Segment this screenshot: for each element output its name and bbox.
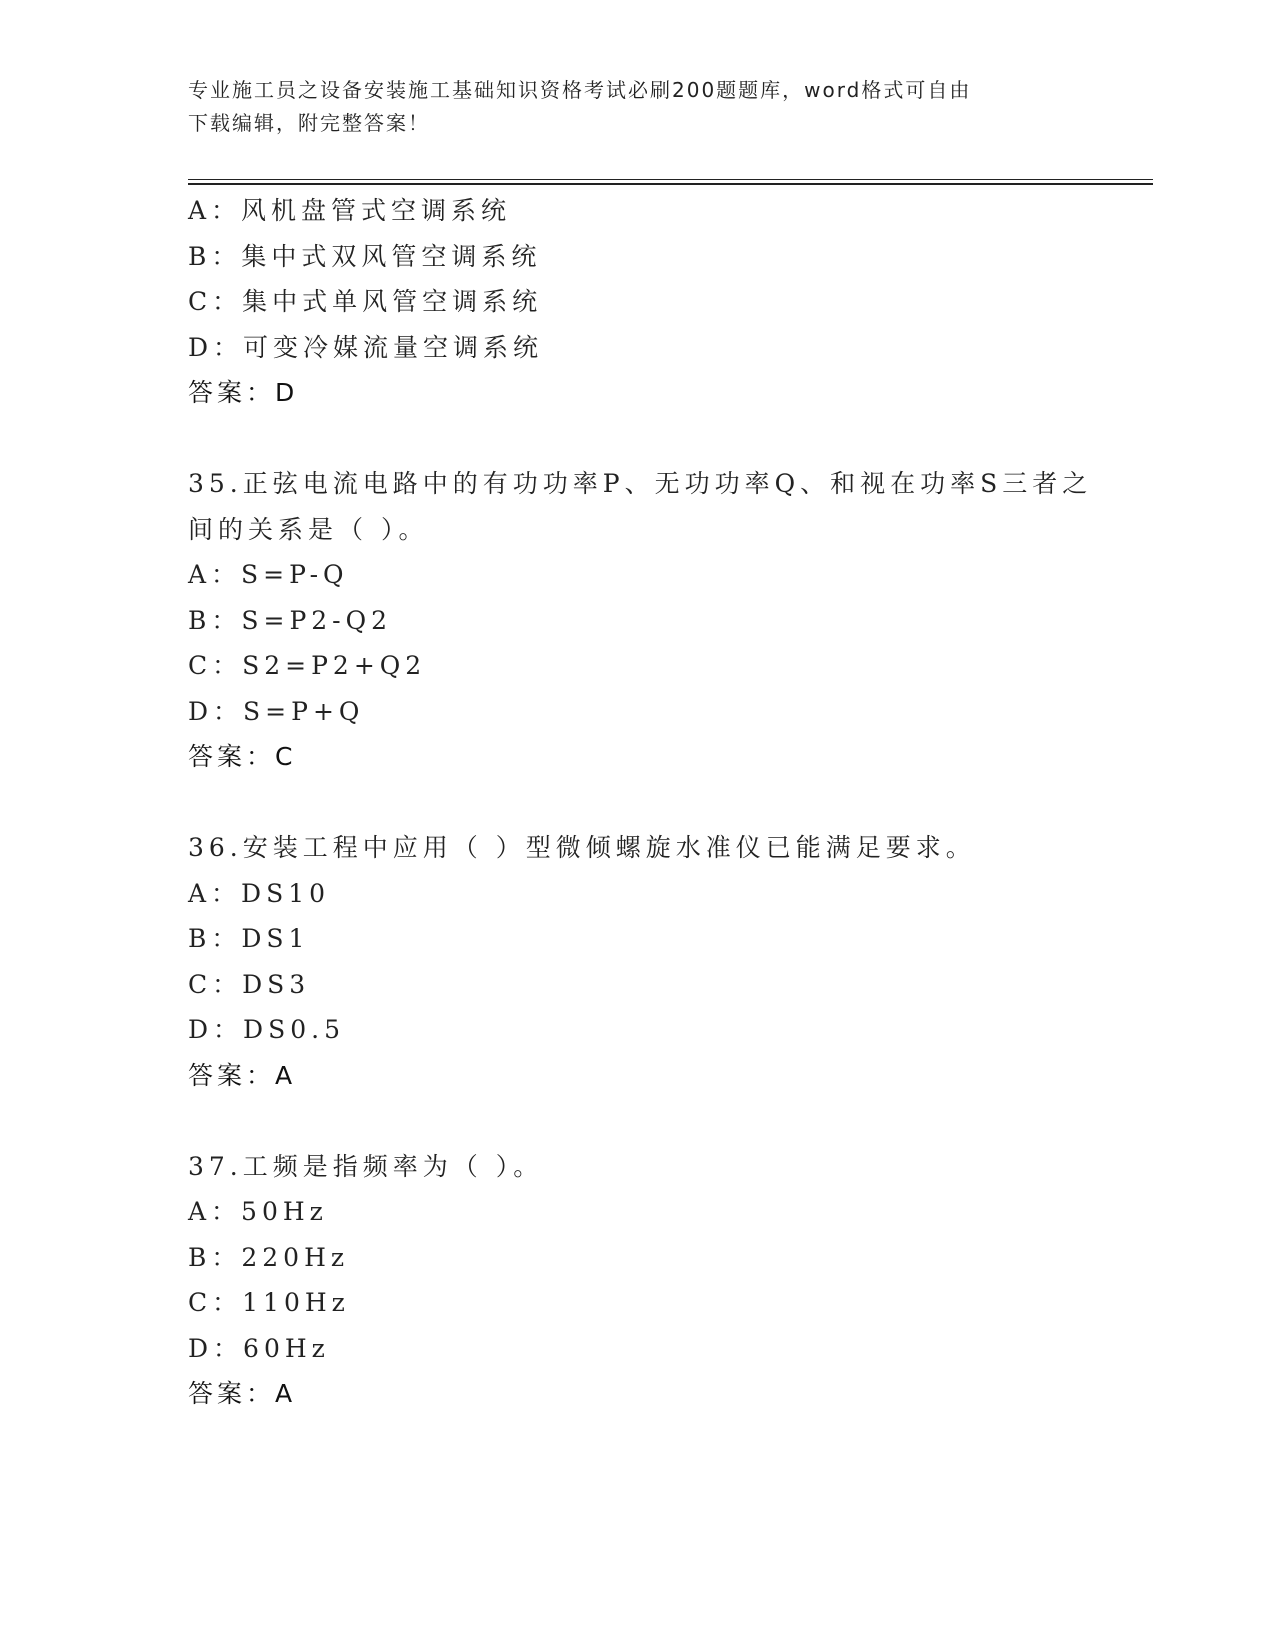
- option-d: D：DS0.5: [188, 1015, 345, 1044]
- option-d: D：S=P+Q: [188, 696, 365, 726]
- answer-line: 答案：A: [188, 1379, 297, 1408]
- spacer: [188, 416, 1088, 462]
- option-a: A：50Hz: [188, 1197, 328, 1226]
- question-36: [188, 825, 1088, 1098]
- question-block-prev: [188, 188, 1088, 416]
- answer-line: 答案：C: [188, 742, 297, 771]
- question-stem-continued: 间的关系是（ ）。: [188, 514, 429, 544]
- option-b: B：S=P2-Q2: [188, 605, 393, 635]
- question-stem: 37.工频是指频率为（ ）。: [188, 1151, 544, 1181]
- option-b: B：220Hz: [188, 1242, 350, 1272]
- option-d: D：可变冷媒流量空调系统: [188, 332, 544, 362]
- option-c: C：110Hz: [188, 1288, 350, 1317]
- question-stem: 35.正弦电流电路中的有功功率P、无功功率Q、和视在功率S三者之: [188, 469, 1093, 498]
- document-header: [188, 74, 1068, 140]
- question-35: [188, 461, 1093, 780]
- header-divider-thick: [188, 183, 1153, 185]
- answer-line: 答案：A: [188, 1060, 297, 1090]
- option-b: B：DS1: [188, 924, 310, 953]
- option-d: D：60Hz: [188, 1333, 330, 1363]
- question-37: [188, 1144, 1088, 1417]
- header-line-2: 下载编辑，附完整答案！: [188, 111, 430, 135]
- header-divider-thin: [188, 179, 1153, 180]
- option-a: A：S=P-Q: [188, 560, 349, 589]
- option-c: C：S2=P2+Q2: [188, 651, 427, 680]
- option-a: A：风机盘管式空调系统: [188, 196, 512, 225]
- header-line-1: 专业施工员之设备安装施工基础知识资格考试必刷200题题库，word格式可自由: [188, 78, 972, 102]
- option-b: B：集中式双风管空调系统: [188, 241, 542, 271]
- option-a: A：DS10: [188, 878, 331, 908]
- option-c: C：DS3: [188, 969, 311, 999]
- answer-line: 答案：D: [188, 378, 299, 407]
- question-stem: 36.安装工程中应用（ ）型微倾螺旋水准仪已能满足要求。: [188, 833, 976, 862]
- question-list: [188, 188, 1093, 1417]
- option-c: C：集中式单风管空调系统: [188, 287, 543, 316]
- spacer: [188, 780, 1088, 826]
- spacer: [188, 1098, 1088, 1144]
